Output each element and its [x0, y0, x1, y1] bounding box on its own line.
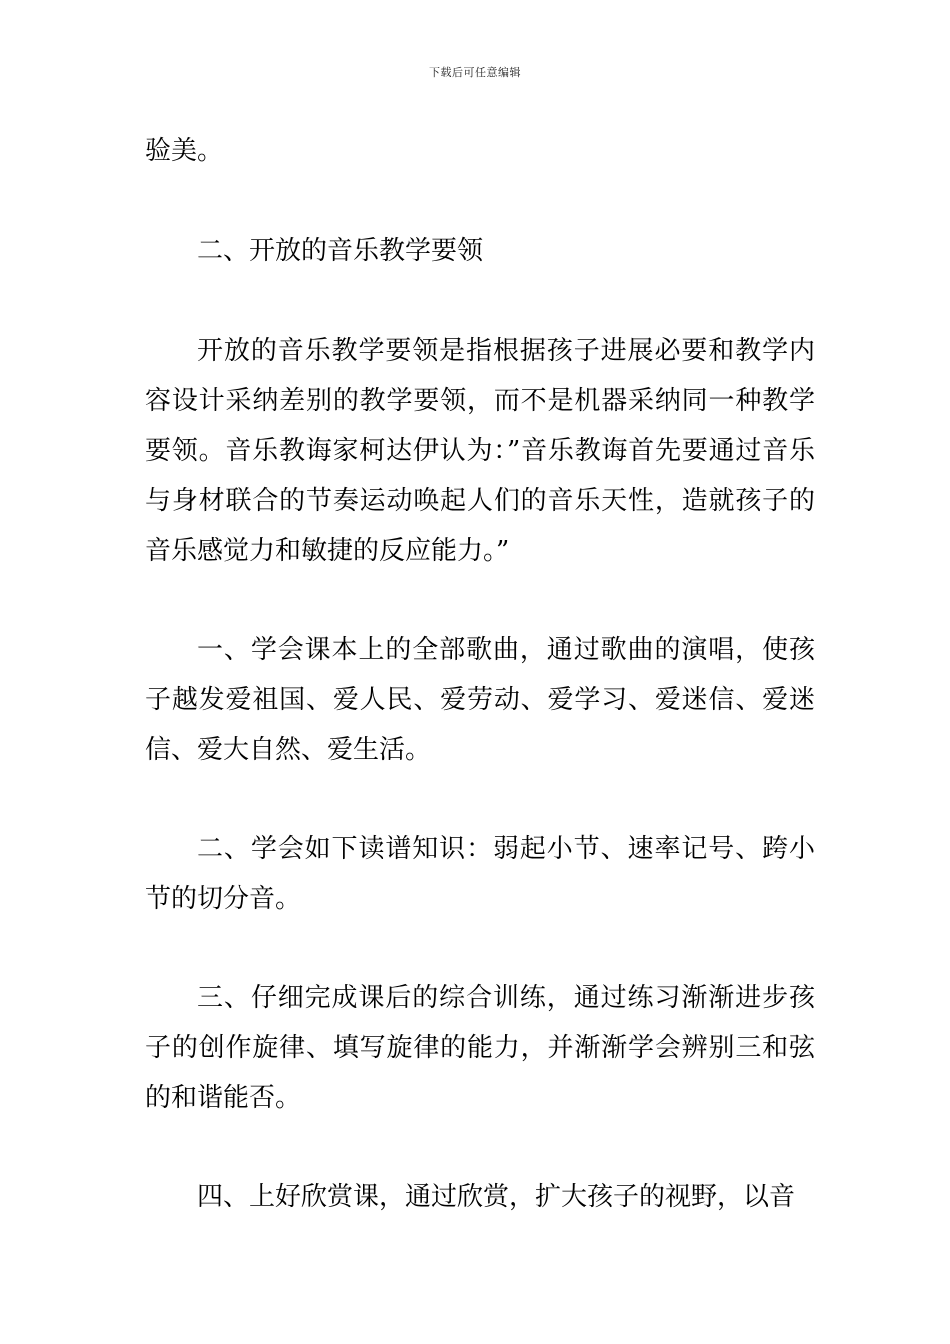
list-item-4: 四、上好欣赏课，通过欣赏，扩大孩子的视野，以音 — [197, 1182, 796, 1212]
list-item-1: 一、学会课本上的全部歌曲，通过歌曲的演唱，使孩子越发爱祖国、爱人民、爱劳动、爱学习、爱迷信、爱迷信、爱大自然、爱生活。 — [145, 635, 815, 765]
paragraph-intro: 开放的音乐教学要领是指根据孩子进展必要和教学内容设计采纳差别的教学要领，而不是机器采纳同一种教学要领。音乐教诲家柯达伊认为：”音乐教诲首先要通过音乐与身材联合的节奏运动唤起人们的音乐天性，造就孩子的音乐感觉力和敏捷的反应能力。” — [145, 336, 815, 566]
section-heading: 二、开放的音乐教学要领 — [197, 236, 484, 266]
paragraph-continuation: 验美。 — [145, 136, 224, 166]
list-item-2: 二、学会如下读谱知识：弱起小节、速率记号、跨小节的切分音。 — [145, 834, 815, 914]
list-item-3: 三、仔细完成课后的综合训练，通过练习渐渐进步孩子的创作旋律、填写旋律的能力，并渐渐学会辨别三和弦的和谐能否。 — [145, 983, 815, 1113]
page-header: 下载后可任意编辑 — [429, 66, 521, 79]
